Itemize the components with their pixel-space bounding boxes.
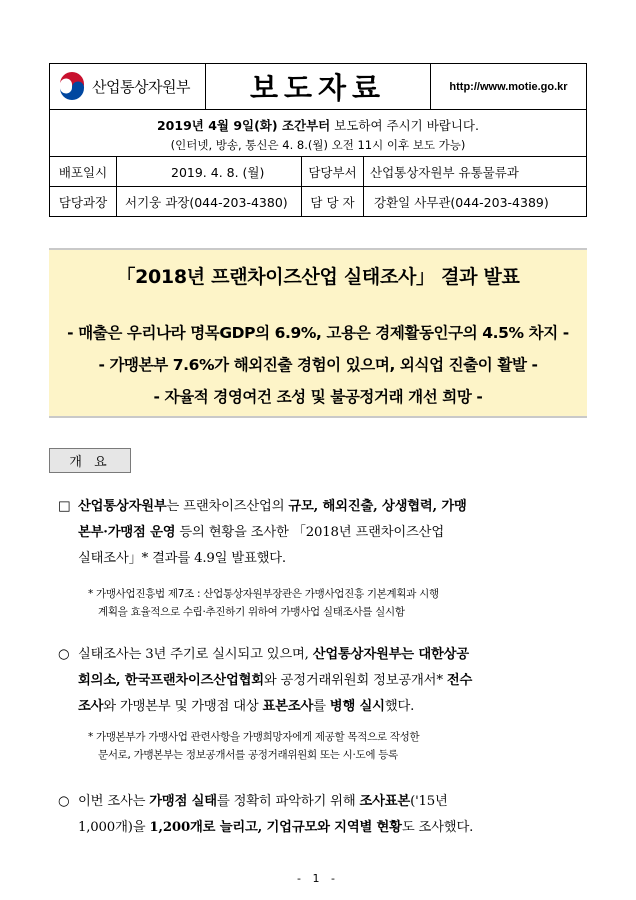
embargo-text: 보도하여 주시기 바랍니다. xyxy=(330,118,479,133)
p2-text-e: 했다. xyxy=(384,699,415,714)
ministry-url[interactable]: http://www.motie.go.kr xyxy=(449,80,568,93)
p1-scope: 규모, 해외진출, 상생협력, 가맹 xyxy=(288,499,467,514)
circle-bullet-icon: ○ xyxy=(58,794,70,809)
headline-title: 「2018년 프랜차이즈산업 실태조사」 결과 발표 xyxy=(116,266,520,288)
manager-label: 담당과장 xyxy=(50,187,117,217)
paragraph-1 xyxy=(58,494,590,572)
p1-ops: 본부·가맹점 운영 xyxy=(78,525,176,540)
p3-text-c: ('15년 xyxy=(410,794,448,809)
p3-text-e: 도 조사했다. xyxy=(401,820,474,835)
footnote-2-line-2: 문서로, 가맹본부는 정보공개서를 공정거래위원회 또는 시·도에 등록 xyxy=(98,749,398,761)
paragraph-3 xyxy=(58,789,590,841)
headline-sub-3: - 자율적 경영여건 조성 및 불공정거래 개선 희망 - xyxy=(153,388,483,406)
footnote-1 xyxy=(88,585,588,621)
taegeuk-logo-icon xyxy=(56,71,88,103)
square-bullet-icon: □ xyxy=(58,499,71,514)
embargo-date: 2019년 4월 9일(화) 조간부터 xyxy=(156,118,331,133)
p2-text-a: 실태조사는 3년 주기로 실시되고 있으며, xyxy=(78,647,313,662)
p3-franchise: 가맹점 실태 xyxy=(149,794,217,809)
contact-value: 강환일 사무관(044-203-4389) xyxy=(364,187,587,217)
ministry-logo-cell xyxy=(50,64,206,109)
page-number: - 1 - xyxy=(297,872,339,885)
p1-ministry: 산업통상자원부 xyxy=(78,499,167,514)
dept-label: 담당부서 xyxy=(302,157,364,187)
p2-survey: 조사 xyxy=(78,699,104,714)
press-release-title: 보도자료 xyxy=(206,64,431,109)
p1-text-a: 는 프랜차이즈산업의 xyxy=(166,499,289,514)
circle-bullet-icon: ○ xyxy=(58,647,70,662)
embargo-online-note: (인터넷, 방송, 통신은 4. 8.(월) 오전 11시 이후 보도 가능) xyxy=(170,138,466,152)
headline-sub-1: - 매출은 우리나라 명목GDP의 6.9%, 고용은 경제활동인구의 4.5% 차지 - xyxy=(67,324,569,342)
footnote-1-line-1: * 가맹사업진흥법 제7조 : 산업통상자원부장관은 가맹사업진흥 기본계획과 시행 xyxy=(88,588,439,600)
p2-partners: 회의소, 한국프랜차이즈산업협회 xyxy=(78,673,264,688)
manager-value: 서기웅 과장(044-203-4380) xyxy=(117,187,302,217)
headline-box xyxy=(49,248,587,418)
footnote-2-line-1: * 가맹본부가 가맹사업 관련사항을 가맹희망자에게 제공할 목적으로 작성한 xyxy=(88,731,420,743)
p2-ministry: 산업통상자원부는 대한상공 xyxy=(312,647,469,662)
footnote-2 xyxy=(88,728,588,764)
p2-sample: 표본조사 xyxy=(262,699,314,714)
p3-expand: 1,200개로 늘리고, 기업규모와 지역별 현황 xyxy=(149,820,402,835)
dept-value: 산업통상자원부 유통물류과 xyxy=(364,157,587,187)
p2-text-d: 를 xyxy=(313,699,330,714)
footnote-1-line-2: 계획을 효율적으로 수립·추진하기 위하여 가맹사업 실태조사를 실시함 xyxy=(98,606,405,618)
embargo-notice xyxy=(49,110,587,156)
headline-sub-2: - 가맹본부 7.6%가 해외진출 경험이 있으며, 외식업 진출이 활발 - xyxy=(98,356,538,374)
release-value: 2019. 4. 8. (월) xyxy=(117,157,302,187)
ministry-name: 산업통상자원부 xyxy=(92,78,190,96)
p2-full: 전수 xyxy=(446,673,473,688)
p2-text-b: 와 공정거래위원회 정보공개서* xyxy=(263,673,447,688)
header-table xyxy=(49,63,587,110)
p2-parallel: 병행 실시 xyxy=(329,699,385,714)
p3-sample: 조사표본 xyxy=(359,794,411,809)
release-info-table xyxy=(49,156,587,217)
section-overview-label: 개 요 xyxy=(49,448,131,473)
p3-text-d: 1,000개)을 xyxy=(78,820,150,835)
p1-text-c: 실태조사」* 결과를 4.9일 발표했다. xyxy=(78,551,286,566)
p3-text-a: 이번 조사는 xyxy=(78,794,150,809)
contact-label: 담 당 자 xyxy=(302,187,364,217)
release-label: 배포일시 xyxy=(50,157,117,187)
p1-text-b: 등의 현황을 조사한 「2018년 프랜차이즈산업 xyxy=(175,525,444,540)
p2-text-c: 와 가맹본부 및 가맹점 대상 xyxy=(103,699,263,714)
paragraph-2 xyxy=(58,642,590,720)
p3-text-b: 를 정확히 파악하기 위해 xyxy=(216,794,360,809)
